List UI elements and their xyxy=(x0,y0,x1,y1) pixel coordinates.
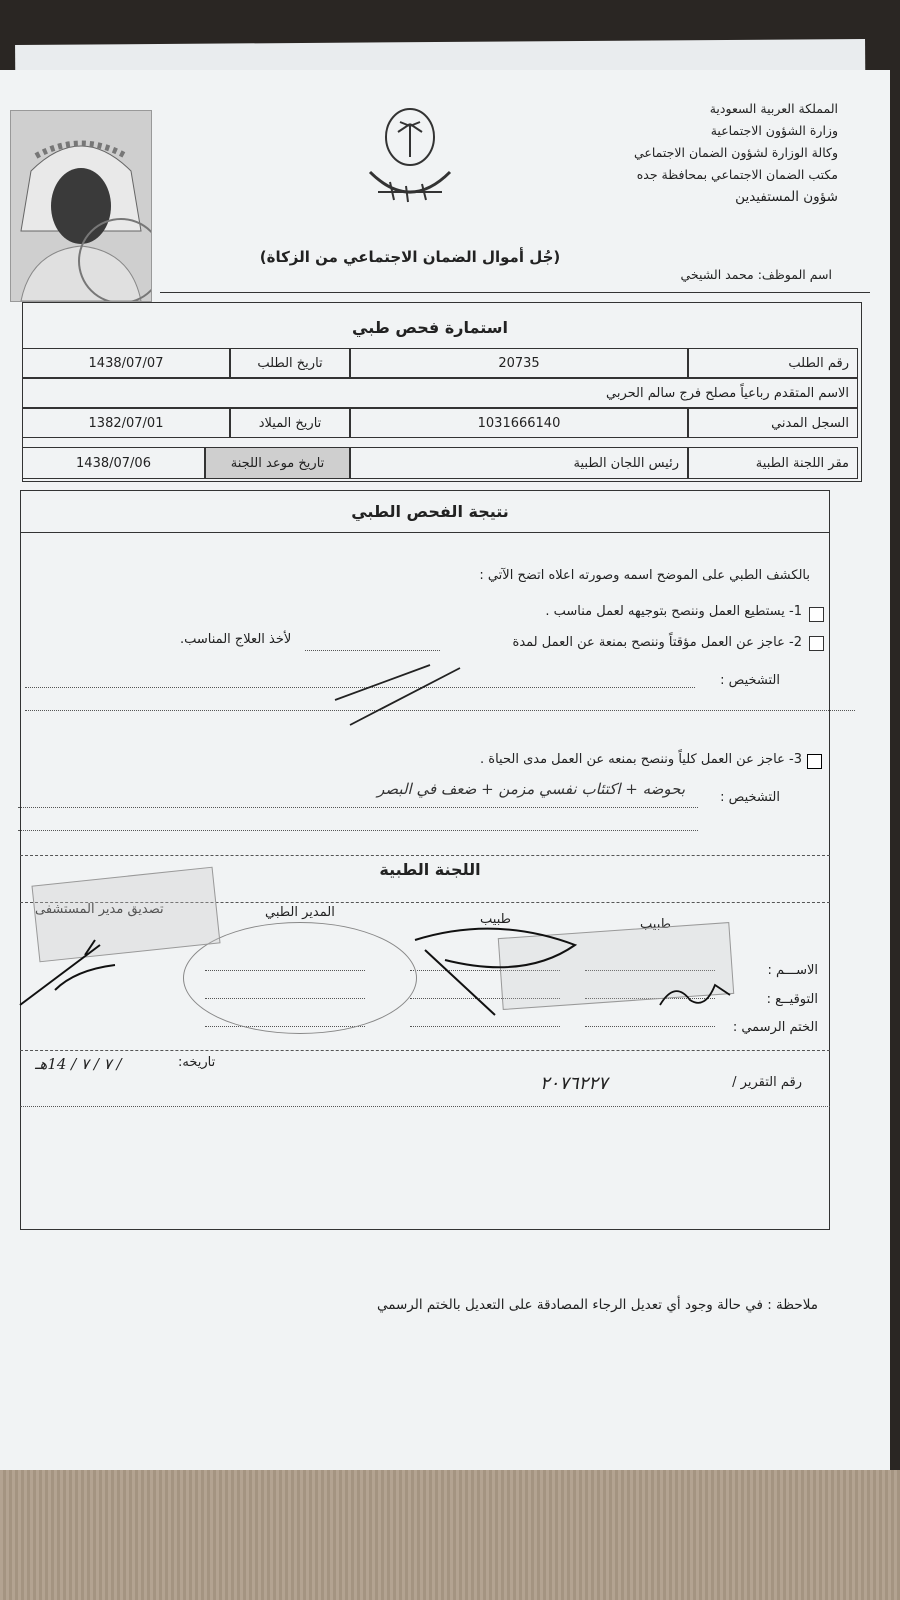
option3-checkbox[interactable] xyxy=(807,754,822,769)
option1-checkbox[interactable] xyxy=(809,607,824,622)
name-label: الاســـم : xyxy=(767,963,818,978)
hospital-manager-signature xyxy=(15,930,135,1010)
option2-text: 2- عاجز عن العمل مؤقتاً وننصح بمنعة عن العمل لمدة xyxy=(512,635,802,650)
footer-note: ملاحظة : في حالة وجود أي تعديل الرجاء المصادقة على التعديل بالختم الرسمي xyxy=(376,1297,818,1313)
diagnosis-strike-mark xyxy=(330,660,480,730)
diagnosis-handwritten: بحوضه + اكتئاب نفسي مزمن + ضعف في البصر xyxy=(377,780,685,798)
birth-date-label: تاريخ الميلاد xyxy=(230,408,350,438)
applicant-name: مصلح فرج سالم الحربي xyxy=(606,385,737,401)
committee-hq-value: رئيس اللجان الطبية xyxy=(350,447,688,479)
appointment-date: 1438/07/06 xyxy=(22,447,205,479)
doctor2-signature xyxy=(655,975,735,1015)
option2-checkbox[interactable] xyxy=(809,636,824,651)
request-date-value: 1438/07/07 xyxy=(22,348,230,378)
committee-hq-label: مقر اللجنة الطبية xyxy=(688,447,858,479)
stamp-line-1 xyxy=(585,1026,715,1027)
fabric-background xyxy=(0,1470,900,1600)
request-date-label: تاريخ الطلب xyxy=(230,348,350,378)
report-no-value: ٢٠٧٦٢٢٧ xyxy=(540,1073,608,1094)
doctor1-label: طبيب xyxy=(480,912,511,927)
appointment-label: تاريخ موعد اللجنة xyxy=(205,447,350,479)
diagnosis-label-2: التشخيص : xyxy=(720,790,780,805)
stamp-label: الختم الرسمي : xyxy=(732,1020,818,1035)
slogan: (جُل أموال الضمان الاجتماعي من الزكاة) xyxy=(259,248,561,266)
result-intro: بالكشف الطبي على الموضح اسمه وصورته اعلاه اتضح الآتي : xyxy=(479,568,810,583)
department-name: شؤون المستفيدين xyxy=(735,189,838,205)
signature-label: التوقيــع : xyxy=(766,992,818,1007)
form-sheet xyxy=(0,70,890,1470)
ministry-emblem-icon xyxy=(350,102,470,222)
kingdom-name: المملكة العربية السعودية xyxy=(709,101,838,116)
committee-divider xyxy=(20,855,830,856)
doctor1-signature xyxy=(405,920,585,1020)
option3-text: 3- عاجز عن العمل كلياً وننصح بمنعه عن العمل مدى الحياة . xyxy=(480,752,802,767)
employee-label: اسم الموظف: xyxy=(757,267,832,282)
date-label: تاريخه: xyxy=(178,1055,216,1070)
diagnosis-line-2b xyxy=(18,830,698,831)
option2-duration-line xyxy=(305,650,440,651)
option1-text: 1- يستطيع العمل وننصح بتوجيهه لعمل مناسب . xyxy=(545,604,802,619)
employee-name: محمد الشيخي xyxy=(680,267,754,282)
civil-id-label: السجل المدني xyxy=(688,408,858,438)
option2-suffix: لأخذ العلاج المناسب. xyxy=(180,632,292,647)
header-block xyxy=(634,98,838,208)
applicant-label: الاسم المتقدم رباعياً xyxy=(740,385,849,401)
stamp-line-2 xyxy=(410,1026,560,1027)
report-no-label: رقم التقرير / xyxy=(732,1075,802,1090)
form-title: استمارة فحص طبي xyxy=(352,318,508,337)
birth-date-value: 1382/07/01 xyxy=(22,408,230,438)
applicant-name-row xyxy=(22,378,858,408)
date-value: / ٧ / ٧ / 14هـ xyxy=(35,1055,122,1073)
doctor2-label: طبيب xyxy=(640,917,671,932)
hospital-manager-label: تصديق مدير المستشفى xyxy=(35,902,164,917)
report-no-line xyxy=(20,1106,830,1107)
header-divider xyxy=(160,292,870,293)
request-no-value: 20735 xyxy=(350,348,688,378)
diagnosis-line-2 xyxy=(18,807,698,808)
diagnosis-label-1: التشخيص : xyxy=(720,673,780,688)
committee-title: اللجنة الطبية xyxy=(379,860,481,879)
medical-director-label: المدير الطبي xyxy=(265,905,335,920)
applicant-photo xyxy=(10,110,152,302)
ministry-name: وزارة الشؤون الاجتماعية xyxy=(710,123,838,138)
request-no-label: رقم الطلب xyxy=(688,348,858,378)
result-title: نتيجة الفحص الطبي xyxy=(351,502,509,521)
employee-field xyxy=(680,267,832,282)
agency-name: وكالة الوزارة لشؤون الضمان الاجتماعي xyxy=(633,145,838,160)
date-divider xyxy=(20,1050,830,1051)
office-name: مكتب الضمان الاجتماعي بمحافظة جده xyxy=(636,167,838,182)
civil-id-value: 1031666140 xyxy=(350,408,688,438)
